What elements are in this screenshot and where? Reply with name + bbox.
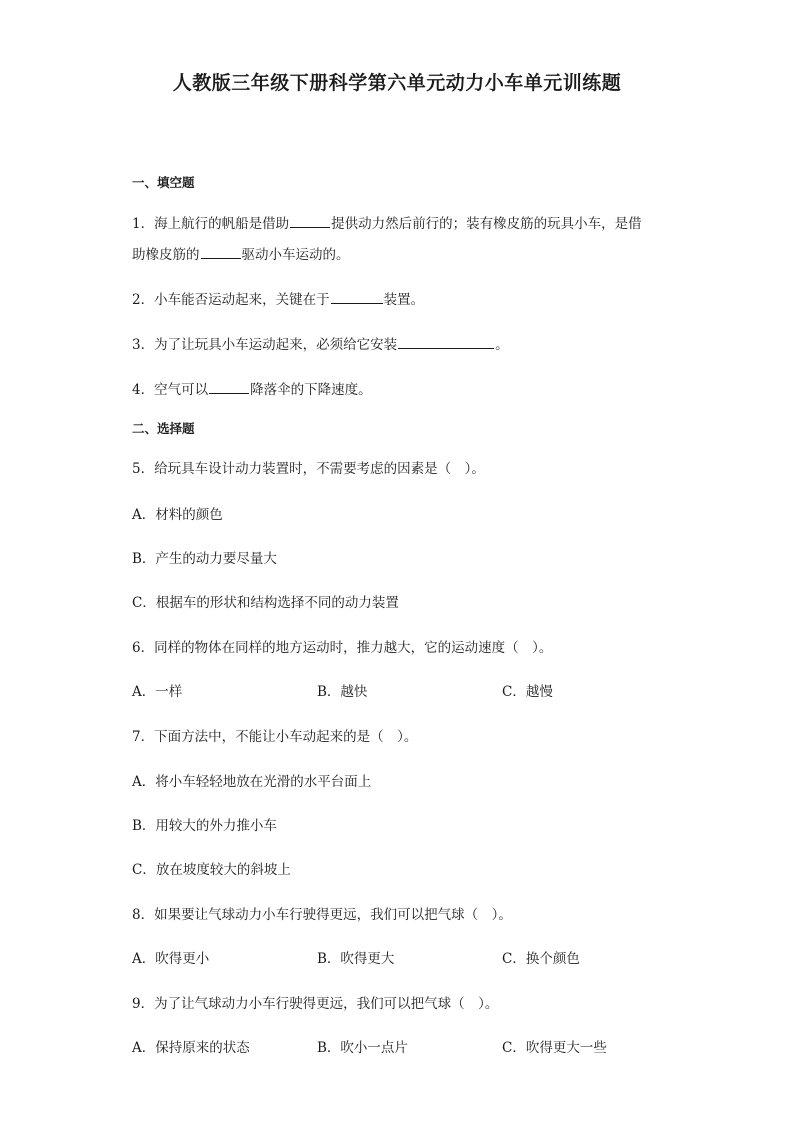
question-8-stem: 8．如果要让气球动力小车行驶得更远，我们可以把气球（ ）。 — [132, 907, 512, 923]
question-3 — [132, 335, 509, 354]
question-1-text-b: 提供动力然后前行的；装有橡皮筋的玩具小车，是借 — [331, 216, 642, 232]
section-heading-fill-blank: 一、填空题 — [132, 175, 195, 190]
question-9-option-a[interactable]: A．保持原来的状态 — [132, 1040, 250, 1056]
question-9-option-c[interactable]: C．吹得更大一些 — [502, 1040, 607, 1056]
question-6-option-b[interactable]: B．越快 — [317, 684, 368, 700]
answer-blank[interactable] — [398, 335, 494, 349]
section-heading-multiple-choice: 二、选择题 — [132, 421, 195, 436]
answer-blank[interactable] — [290, 214, 330, 228]
question-7-stem: 7．下面方法中，不能让小车动起来的是（ ）。 — [132, 729, 418, 745]
question-1-text-d: 驱动小车运动的。 — [241, 247, 350, 263]
question-8-option-c[interactable]: C．换个颜色 — [502, 951, 580, 967]
question-1-text-c: 助橡皮筋的 — [132, 247, 200, 263]
question-1-line-1 — [132, 214, 642, 233]
question-1-line-2 — [132, 245, 350, 264]
question-4 — [132, 380, 372, 399]
question-5-option-a[interactable]: A．材料的颜色 — [132, 507, 223, 523]
question-5-option-b[interactable]: B．产生的动力要尽量大 — [132, 551, 277, 567]
question-7-option-b[interactable]: B．用较大的外力推小车 — [132, 818, 277, 834]
question-1-text-a: 1．海上航行的帆船是借助 — [132, 216, 290, 232]
question-7-option-c[interactable]: C．放在坡度较大的斜坡上 — [132, 862, 291, 878]
question-7-option-a[interactable]: A．将小车轻轻地放在光滑的水平台面上 — [132, 774, 372, 790]
question-2-text-a: 2．小车能否运动起来，关键在于 — [132, 292, 330, 308]
question-6-option-c[interactable]: C．越慢 — [502, 684, 553, 700]
question-4-text-a: 4．空气可以 — [132, 382, 209, 398]
question-6-stem: 6．同样的物体在同样的地方运动时，推力越大，它的运动速度（ ）。 — [132, 640, 553, 656]
question-8-option-a[interactable]: A．吹得更小 — [132, 951, 210, 967]
question-4-text-b: 降落伞的下降速度。 — [250, 382, 372, 398]
page-title: 人教版三年级下册科学第六单元动力小车单元训练题 — [172, 72, 622, 94]
question-6-option-a[interactable]: A．一样 — [132, 684, 183, 700]
question-5-option-c[interactable]: C．根据车的形状和结构选择不同的动力装置 — [132, 595, 399, 611]
question-9-stem: 9．为了让气球动力小车行驶得更远，我们可以把气球（ ）。 — [132, 996, 499, 1012]
question-8-option-b[interactable]: B．吹得更大 — [317, 951, 395, 967]
question-9-option-b[interactable]: B．吹小一点片 — [317, 1040, 408, 1056]
question-3-text-b: 。 — [495, 337, 509, 353]
answer-blank[interactable] — [209, 380, 249, 394]
question-3-text-a: 3．为了让玩具小车运动起来，必须给它安装 — [132, 337, 398, 353]
question-2-text-b: 装置。 — [383, 292, 425, 308]
answer-blank[interactable] — [201, 245, 241, 259]
answer-blank[interactable] — [331, 290, 383, 304]
question-5-stem: 5．给玩具车设计动力装置时，不需要考虑的因素是（ ）。 — [132, 461, 485, 477]
question-2 — [132, 290, 424, 309]
